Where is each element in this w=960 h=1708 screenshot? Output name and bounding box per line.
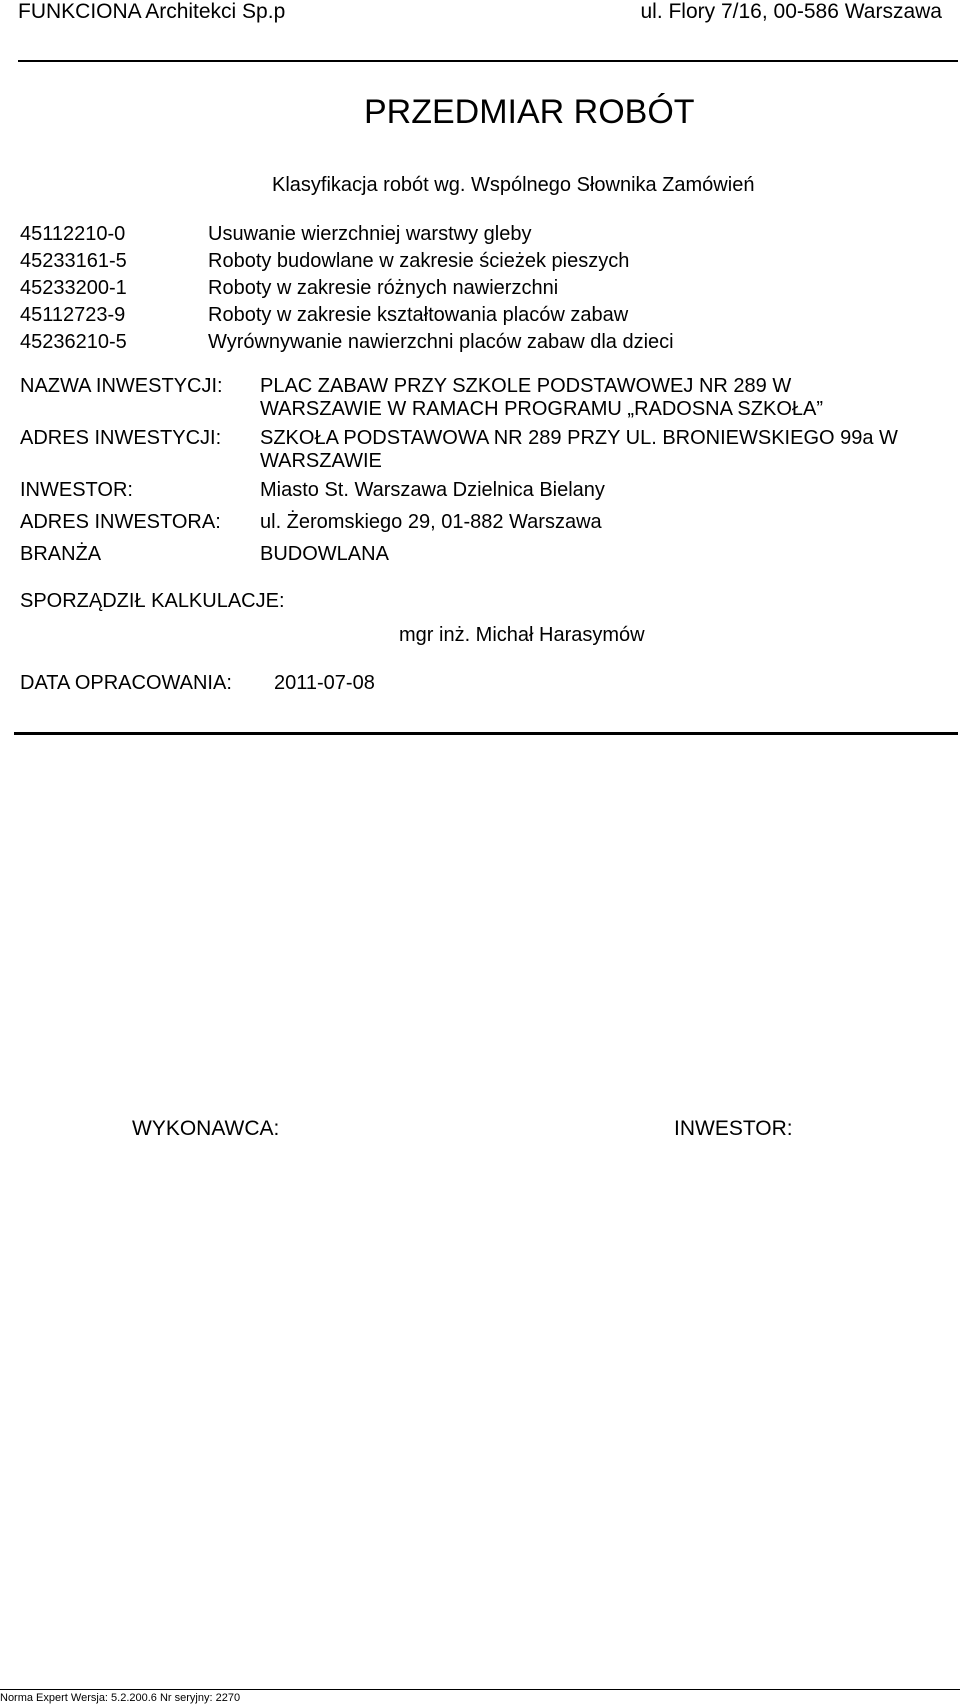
- project-address-label: ADRES INWESTYCJI:: [20, 427, 222, 449]
- cpv-description: Usuwanie wierzchniej warstwy gleby: [208, 223, 532, 245]
- project-address-line1: SZKOŁA PODSTAWOWA NR 289 PRZY UL. BRONIEWSKIEGO 99a W: [260, 427, 898, 449]
- cpv-code: 45112723-9: [20, 304, 126, 326]
- header-company: FUNKCIONA Architekci Sp.p: [18, 0, 286, 23]
- cpv-description: Roboty budowlane w zakresie ścieżek pieszych: [208, 250, 630, 272]
- classification-heading: Klasyfikacja robót wg. Wspólnego Słownika Zamówień: [272, 174, 755, 196]
- cpv-description: Roboty w zakresie różnych nawierzchni: [208, 277, 559, 299]
- investor-address-label: ADRES INWESTORA:: [20, 511, 221, 533]
- date-value: 2011-07-08: [274, 672, 375, 694]
- header-divider: [18, 60, 958, 62]
- project-name-line2: WARSZAWIE W RAMACH PROGRAMU „RADOSNA SZKOŁA”: [260, 398, 823, 420]
- cpv-code: 45233161-5: [20, 250, 127, 272]
- project-address-line2: WARSZAWIE: [260, 450, 382, 472]
- cpv-code: 45112210-0: [20, 223, 126, 245]
- footer-divider: [0, 1689, 960, 1690]
- prepared-by-label: SPORZĄDZIŁ KALKULACJE:: [20, 590, 285, 612]
- footer-text: Norma Expert Wersja: 5.2.200.6 Nr seryjny: 2270: [0, 1692, 241, 1704]
- date-label: DATA OPRACOWANIA:: [20, 672, 232, 694]
- prepared-by-name: mgr inż. Michał Harasymów: [399, 624, 645, 646]
- project-name-line1: PLAC ZABAW PRZY SZKOLE PODSTAWOWEJ NR 289 W: [260, 375, 792, 397]
- branch-value: BUDOWLANA: [260, 543, 389, 565]
- contractor-signature-label: WYKONAWCA:: [132, 1117, 280, 1140]
- cpv-code: 45236210-5: [20, 331, 127, 353]
- investor-label: INWESTOR:: [20, 479, 133, 501]
- header-address: ul. Flory 7/16, 00-586 Warszawa: [640, 0, 942, 23]
- investor-address-value: ul. Żeromskiego 29, 01-882 Warszawa: [260, 511, 602, 533]
- cpv-code: 45233200-1: [20, 277, 127, 299]
- cpv-description: Wyrównywanie nawierzchni placów zabaw dla dzieci: [208, 331, 674, 353]
- branch-label: BRANŻA: [20, 543, 102, 565]
- project-name-label: NAZWA INWESTYCJI:: [20, 375, 223, 397]
- section-divider: [14, 732, 958, 735]
- investor-value: Miasto St. Warszawa Dzielnica Bielany: [260, 479, 605, 501]
- investor-signature-label: INWESTOR:: [674, 1117, 793, 1140]
- cpv-description: Roboty w zakresie kształtowania placów zabaw: [208, 304, 629, 326]
- page-title: PRZEDMIAR ROBÓT: [364, 93, 695, 131]
